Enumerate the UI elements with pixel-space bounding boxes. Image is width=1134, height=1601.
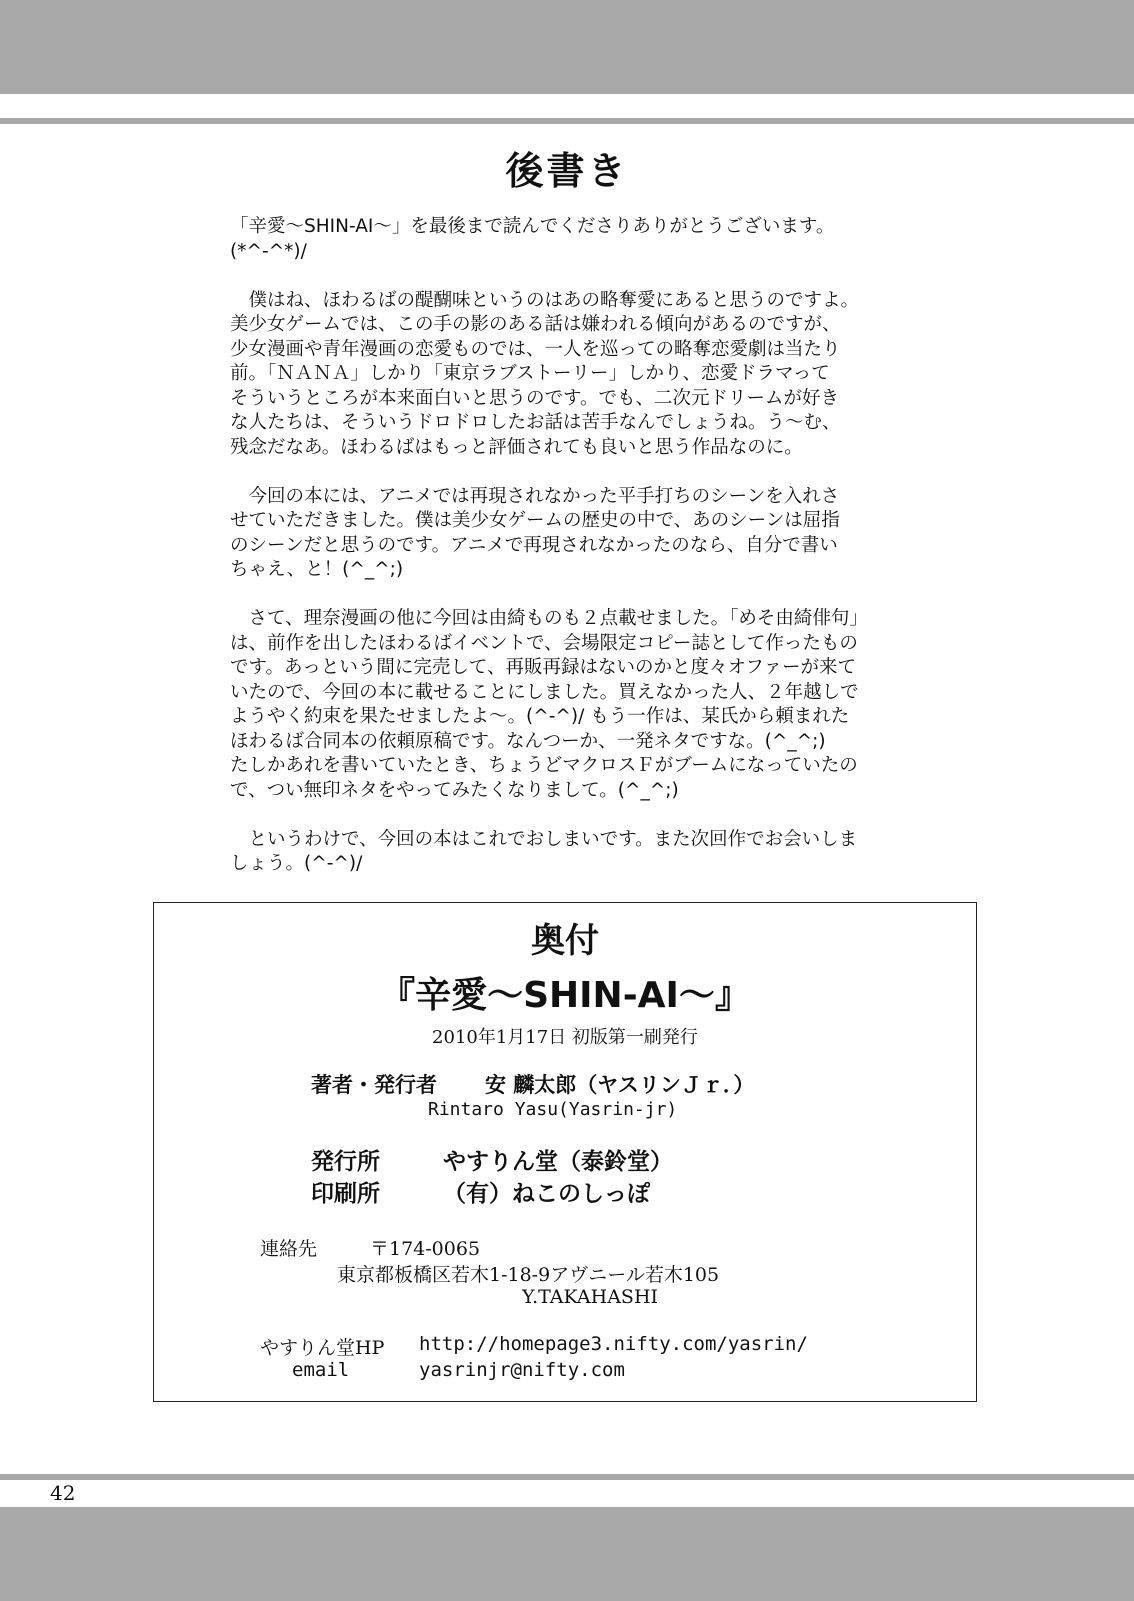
homepage-label: やすりん堂HP — [260, 1337, 385, 1359]
postal-code: 〒174-0065 — [370, 1238, 481, 1260]
email-address: yasrinjr@nifty.com — [419, 1359, 625, 1381]
publication-date: 2010年1月17日 初版第一刷発行 — [432, 1027, 698, 1048]
afterword-line: 前。「ＮＡＮＡ」しかり「東京ラブストーリー」しかり、恋愛ドラマって — [230, 363, 830, 384]
afterword-line: ちゃえ、と！(^_^;) — [230, 559, 404, 580]
email-label: email — [292, 1359, 350, 1381]
bottom-gray-band — [0, 1507, 1134, 1601]
afterword-line: たしかあれを書いていたとき、ちょうどマクロスＦがブームになっていたの — [230, 755, 858, 776]
afterword-line: いたので、今回の本に載せることにしました。買えなかった人、２年越しで — [230, 681, 859, 703]
book-title: 『辛愛～SHIN-AI～』 — [379, 975, 751, 1016]
afterword-paragraph — [230, 485, 900, 583]
printer-label: 印刷所 — [311, 1181, 380, 1207]
afterword-line: のシーンだと思うのです。アニメで再現されなかったのなら、自分で書い — [230, 534, 838, 556]
afterword-line: ほわるば合同本の依頼原稿です。なんつーか、一発ネタですな。(^_^;) — [230, 730, 826, 752]
afterword-line: は、前作を出したほわるばイベントで、会場限定コピー誌として作ったもの — [230, 632, 858, 654]
afterword-line: というわけで、今回の本はこれでおしまいです。また次回作でお会いしま — [230, 828, 858, 850]
author-label: 著者・発行者 — [311, 1073, 437, 1097]
afterword-line: 美少女ゲームでは、この手の影のある話は嫌われる傾向があるのですが、 — [230, 314, 841, 335]
colophon-box — [153, 902, 977, 1402]
contact-address: 東京都板橋区若木1-18-9アヴニール若木105 — [337, 1264, 720, 1286]
page-title: 後書き — [505, 149, 629, 193]
bottom-divider — [0, 1474, 1134, 1480]
afterword-paragraph — [230, 607, 900, 803]
afterword-line: 今回の本には、アニメでは再現されなかった平手打ちのシーンを入れさ — [230, 485, 840, 507]
afterword-line: ようやく約束を果たせましたよ～。(^-^)/ もう一作は、某氏から頼まれた — [230, 706, 850, 727]
afterword-paragraph — [230, 828, 900, 877]
publisher-row — [311, 1143, 673, 1176]
publisher-value: やすりん堂（泰鈴堂） — [443, 1149, 673, 1175]
contact-name: Y.TAKAHASHI — [522, 1286, 659, 1308]
afterword-line: しょう。(^-^)/ — [230, 853, 363, 874]
top-divider — [0, 118, 1134, 124]
afterword-line: 残念だなあ。ほわるばはもっと評価されても良いと思う作品なのに。 — [230, 436, 803, 458]
printer-value: （有）ねこのしっぽ — [443, 1181, 650, 1207]
contact-label: 連絡先 — [260, 1238, 318, 1260]
afterword-line: 「辛愛～SHIN-AI～」を最後まで読んでくださりありがとうございます。 — [230, 216, 835, 237]
afterword-line: で、つい無印ネタをやってみたくなりまして。(^_^;) — [230, 779, 679, 801]
afterword-paragraph — [230, 215, 900, 264]
author-romaji: Rintaro Yasu(Yasrin-jr) — [428, 1099, 678, 1120]
author-value: 安 麟太郎（ヤスリンＪｒ．） — [485, 1073, 755, 1097]
afterword-body — [230, 215, 900, 901]
afterword-line: 僕はね、ほわるばの醍醐味というのはあの略奪愛にあると思うのですよ。 — [230, 289, 860, 311]
afterword-line: そういうところが本来面白いと思うのです。でも、二次元ドリームが好き — [230, 387, 840, 409]
page-number: 42 — [50, 1481, 76, 1505]
author-row — [311, 1069, 754, 1099]
afterword-line: せていただきました。僕は美少女ゲームの歴史の中で、あのシーンは屈指 — [230, 510, 840, 531]
printer-row — [311, 1175, 650, 1208]
top-gray-band — [0, 0, 1134, 94]
colophon-title: 奥付 — [531, 921, 599, 961]
afterword-line: (*^-^*)/ — [230, 240, 307, 262]
afterword-line: な人たちは、そういうドロドロしたお話は苦手なんでしょうね。う～む、 — [230, 412, 841, 433]
afterword-paragraph — [230, 289, 900, 461]
afterword-line: です。あっという間に完売して、再販再録はないのかと度々オファーが来て — [230, 657, 857, 678]
homepage-url: http://homepage3.nifty.com/yasrin/ — [419, 1333, 808, 1355]
afterword-line: さて、理奈漫画の他に今回は由綺ものも２点載せました。「めそ由綺俳句」 — [230, 608, 868, 629]
afterword-line: 少女漫画や青年漫画の恋愛ものでは、一人を巡っての略奪恋愛劇は当たり — [230, 338, 841, 360]
publisher-label: 発行所 — [311, 1149, 380, 1175]
